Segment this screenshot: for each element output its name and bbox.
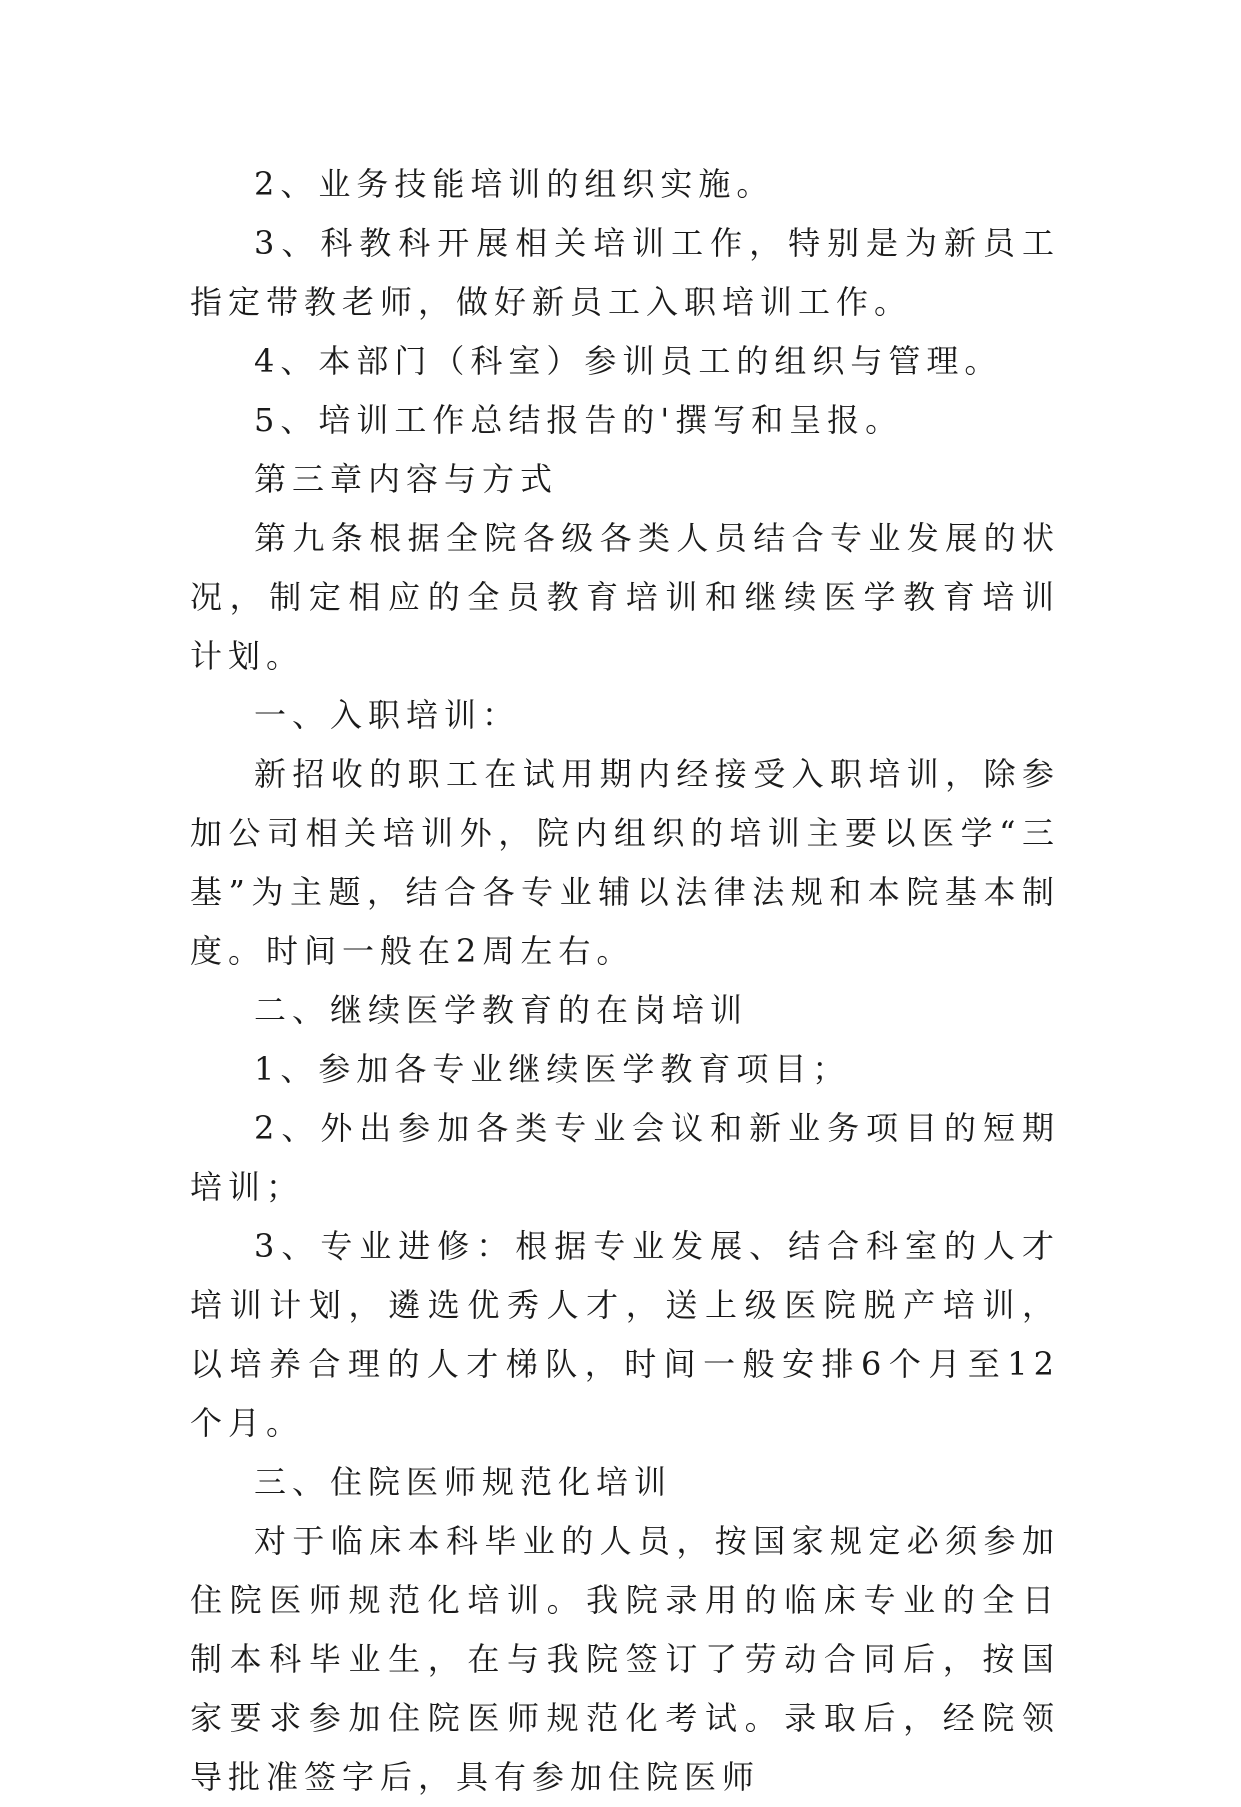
paragraph: 2、业务技能培训的组织实施。: [254, 165, 775, 203]
document-body: [190, 155, 1060, 1807]
paragraph: 新招收的职工在试用期内经接受入职培训，除参加公司相关培训外，院内组织的培训主要以医学“三基”为主题，结合各专业辅以法律法规和本院基本制度。时间一般在2周左右。: [190, 755, 1060, 970]
chapter-heading: 第三章内容与方式: [254, 460, 559, 498]
paragraph: 5、培训工作总结报告的'撰写和呈报。: [254, 401, 904, 439]
paragraph: 对于临床本科毕业的人员，按国家规定必须参加住院医师规范化培训。我院录用的临床专业的全日制本科毕业生，在与我院签订了劳动合同后，按国家要求参加住院医师规范化考试。录取后，经院领导批准签字后，具有参加住院医师: [190, 1522, 1060, 1796]
section-heading: 一、入职培训：: [254, 696, 521, 734]
paragraph: 3、科教科开展相关培训工作，特别是为新员工指定带教老师，做好新员工入职培训工作。: [190, 224, 1060, 321]
section-heading: 三、住院医师规范化培训: [254, 1463, 673, 1501]
paragraph: 第九条根据全院各级各类人员结合专业发展的状况，制定相应的全员教育培训和继续医学教育培训计划。: [190, 519, 1060, 675]
paragraph: 3、专业进修：根据专业发展、结合科室的人才培训计划，遴选优秀人才，送上级医院脱产培训，以培养合理的人才梯队，时间一般安排6个月至12个月。: [190, 1227, 1060, 1442]
paragraph: 1、参加各专业继续医学教育项目；: [254, 1050, 851, 1088]
paragraph: 4、本部门（科室）参训员工的组织与管理。: [254, 342, 1003, 380]
paragraph: 2、外出参加各类专业会议和新业务项目的短期培训；: [190, 1109, 1060, 1206]
section-heading: 二、继续医学教育的在岗培训: [254, 991, 749, 1029]
